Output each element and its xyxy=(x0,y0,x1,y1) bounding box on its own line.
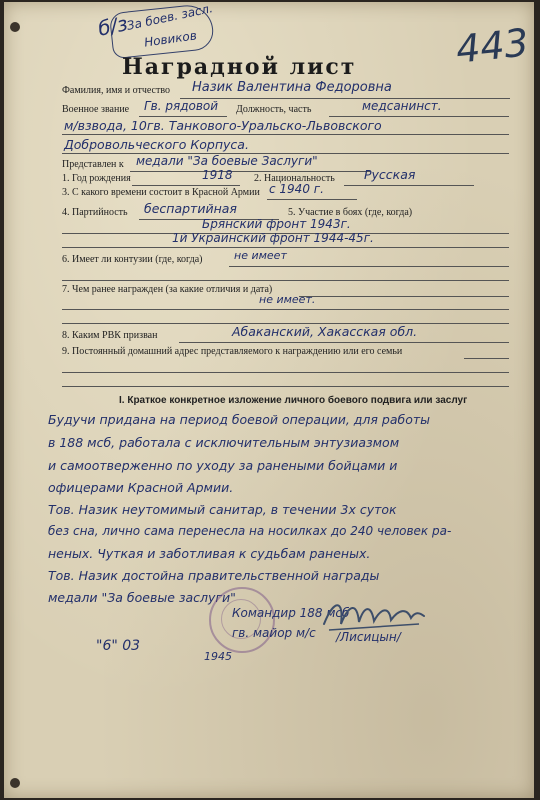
army-since-value: с 1940 г. xyxy=(269,182,324,196)
birth-rule xyxy=(132,185,240,186)
narrative-line: Тов. Назик достойна правительственной награды xyxy=(48,568,380,583)
commander-name: /Лисицын/ xyxy=(336,630,401,644)
position-value-2: м/взвода, 10гв. Танкового-Уральско-Львовского xyxy=(64,118,382,133)
commander-signature xyxy=(319,594,429,639)
army-since-label: 3. С какого времени состоит в Красной Армии xyxy=(62,187,260,198)
wounds-rule xyxy=(229,266,509,267)
position-value-1: медсанинст. xyxy=(362,99,442,113)
narrative-line: медали "За боевые заслуги" xyxy=(48,590,236,605)
presented-rule xyxy=(130,171,370,172)
year-value: 1945 xyxy=(204,650,232,663)
resolution-note-line1: За боев. засл. xyxy=(125,1,215,33)
award-sheet-page xyxy=(4,2,534,798)
address-rule-3 xyxy=(62,386,509,387)
rvk-rule xyxy=(179,342,509,343)
presented-label: Представлен к xyxy=(62,159,124,170)
party-label: 4. Партийность xyxy=(62,207,128,218)
round-stamp xyxy=(209,587,275,653)
position-rule-2 xyxy=(62,134,509,135)
name-value: Назик Валентина Федоровна xyxy=(192,80,392,95)
narrative-line: неных. Чуткая и заботливая к судьбам раненых. xyxy=(48,546,371,561)
nationality-rule xyxy=(344,185,474,186)
prev-awards-value: не имеет. xyxy=(259,293,316,306)
narrative-line: без сна, лично сама перенесла на носилках до 240 человек ра- xyxy=(48,524,452,538)
prev-awards-rule xyxy=(299,296,509,297)
nationality-value: Русская xyxy=(364,167,416,182)
rank-label: Военное звание xyxy=(62,104,130,115)
battles-label: 5. Участие в боях (где, когда) xyxy=(288,207,413,218)
narrative-line: офицерами Красной Армии. xyxy=(48,480,234,495)
name-rule xyxy=(180,98,510,99)
page-title: Наградной лист xyxy=(122,54,357,80)
rank-rule xyxy=(139,116,227,117)
address-rule-2 xyxy=(62,372,509,373)
commander-rank: гв. майор м/с xyxy=(232,626,316,640)
wounds-value: не имеет xyxy=(234,249,287,262)
presented-value: медали "За боевые Заслуги" xyxy=(136,154,318,168)
rvk-label: 8. Каким РВК призван xyxy=(62,330,158,341)
battles-value-2: 1й Украинский фронт 1944-45г. xyxy=(172,231,374,245)
rvk-value: Абаканский, Хакасская обл. xyxy=(232,324,418,339)
punch-hole xyxy=(10,22,20,32)
position-label: Должность, часть xyxy=(236,104,312,115)
narrative-line: в 188 мсб, работала с исключительным энтузиазмом xyxy=(48,435,400,450)
section-heading: I. Краткое конкретное изложение личного боевого подвига или заслуг xyxy=(119,395,468,406)
address-rule xyxy=(464,358,509,359)
archive-number: 443 xyxy=(453,20,531,72)
wounds-label: 6. Имеет ли контузии (где, когда) xyxy=(62,254,203,265)
narrative-line: и самоотверженно по уходу за ранеными бойцами и xyxy=(48,458,398,473)
birth-value: 1918 xyxy=(202,168,233,182)
rank-value: Гв. рядовой xyxy=(144,99,219,113)
position-rule xyxy=(329,116,509,117)
name-label: Фамилия, имя и отчество xyxy=(62,85,171,96)
prev-awards-rule-2 xyxy=(62,309,509,310)
wounds-rule-2 xyxy=(62,280,509,281)
party-value: беспартийная xyxy=(144,201,237,216)
battles-rule-2 xyxy=(62,247,509,248)
narrative-line: Будучи придана на период боевой операции, для работы xyxy=(48,412,431,427)
prev-awards-label: 7. Чем ранее награжден (за какие отличия и дата) xyxy=(62,284,273,295)
resolution-note-line2: Новиков xyxy=(143,28,198,50)
punch-hole xyxy=(10,778,20,788)
narrative-line: Тов. Назик неутомимый санитар, в течении 3х суток xyxy=(48,502,397,517)
date-value: "6" 03 xyxy=(96,638,141,654)
address-label: 9. Постоянный домашний адрес представляемого к награждению или его семьи xyxy=(62,346,403,357)
commander-line: Командир 188 мсб xyxy=(232,606,350,620)
army-since-rule xyxy=(267,199,357,200)
battles-value-1: Брянский фронт 1943г. xyxy=(202,217,351,231)
position-value-3: Добровольческого Корпуса. xyxy=(64,137,249,152)
nationality-label: 2. Национальность xyxy=(254,173,335,184)
birth-label: 1. Год рождения xyxy=(62,173,131,184)
corner-mark: б/з xyxy=(95,11,130,41)
